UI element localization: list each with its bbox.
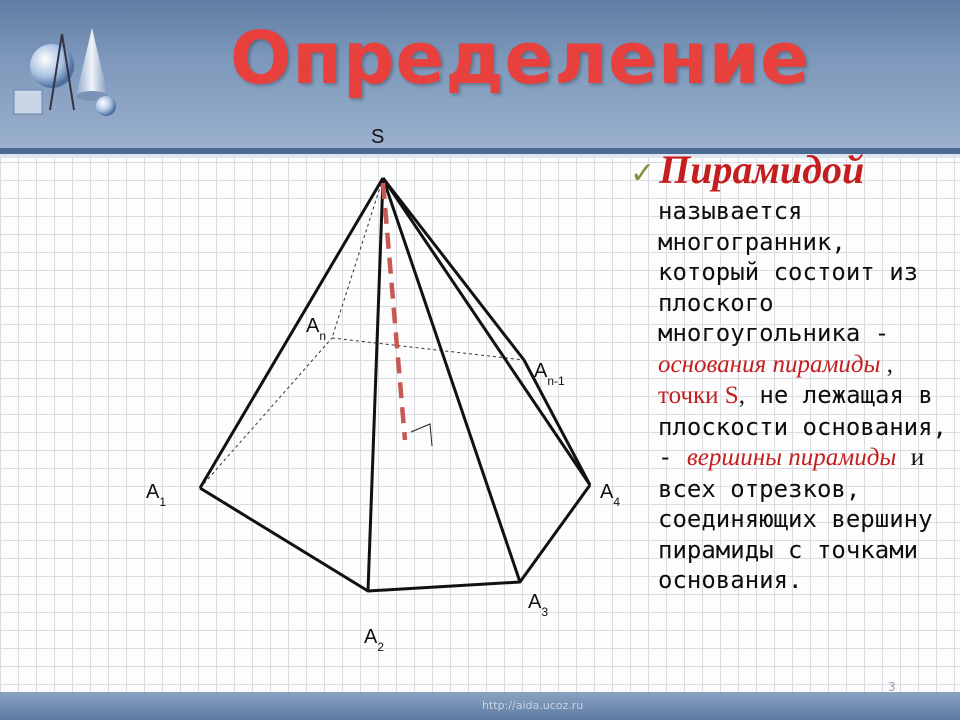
edge-s-a4	[383, 178, 590, 485]
definition-part-1: называется многогранник, который состоит из плоского многоугольника -	[658, 197, 919, 347]
vertex-label-s: S	[371, 126, 385, 148]
footer-band	[0, 692, 960, 720]
edge-s-an1	[383, 178, 524, 360]
pyramid-height	[383, 183, 405, 440]
hidden-edge-an-an1	[332, 338, 524, 360]
definition-apex-term: вершины пирамиды	[686, 444, 897, 471]
definition-text	[658, 196, 950, 596]
definition-point-term: точки S	[658, 382, 739, 409]
edge-s-a3	[383, 178, 520, 582]
page-number: 3	[888, 680, 896, 694]
definition-base-term: основания пирамиды	[658, 350, 881, 378]
definition-heading	[630, 148, 950, 196]
edge-s-a2	[368, 178, 383, 591]
right-angle-mark	[411, 424, 432, 446]
definition-part-2: не лежащая в плоскости основания, -	[658, 381, 947, 471]
vertex-label-an: $A_n$	[306, 315, 327, 343]
hidden-edge-a1-an	[200, 338, 332, 488]
checkmark-icon: ✓	[630, 157, 656, 190]
base-front-edges	[200, 485, 590, 591]
definition-and: и	[910, 444, 925, 471]
definition-block	[630, 148, 950, 596]
definition-term: Пирамидой	[659, 147, 865, 192]
definition-separator-1: ,	[880, 350, 893, 378]
vertex-label-a1: $A_1$	[146, 481, 167, 509]
vertex-label-a4: $A_4$	[600, 481, 621, 509]
definition-separator-2: ,	[738, 382, 745, 409]
definition-part-3: всех отрезков, соединяющих вершину пирамиды с точками основания.	[658, 474, 933, 594]
watermark: http://aida.ucoz.ru	[482, 699, 584, 712]
edge-s-a1	[200, 178, 383, 488]
vertex-label-a2: $A_2$	[364, 626, 385, 654]
hidden-edge-s-an	[332, 178, 383, 338]
page-title: Определение	[230, 16, 810, 100]
vertex-label-an1: $A_{n-1}$	[534, 360, 565, 388]
vertex-label-a3: $A_3$	[528, 591, 549, 619]
